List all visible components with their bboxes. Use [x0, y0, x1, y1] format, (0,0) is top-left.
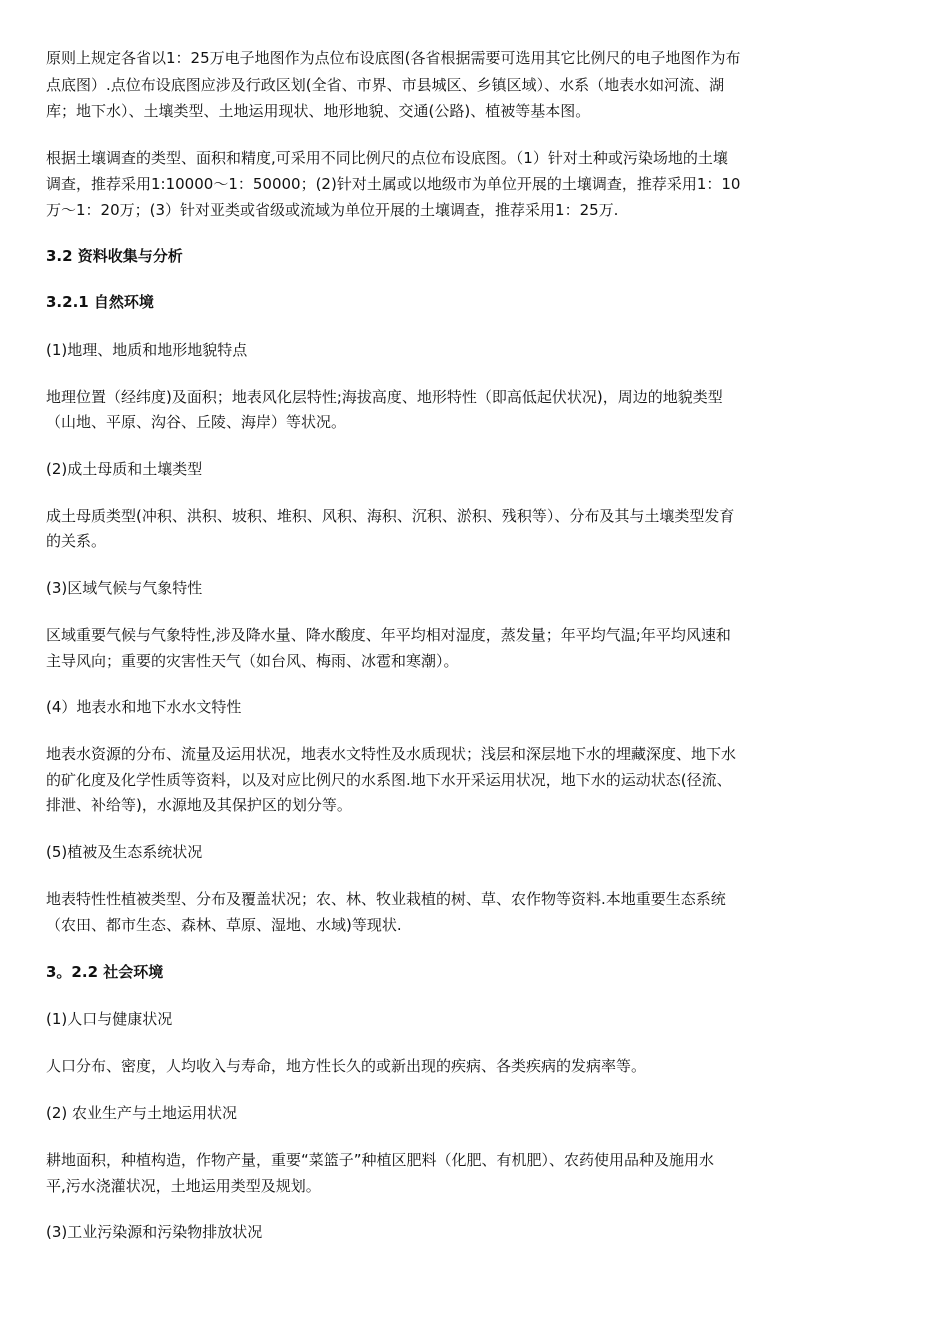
item-heading: (4）地表水和地下水水文特性	[46, 698, 242, 716]
item-heading: (1)人口与健康状况	[46, 1010, 173, 1028]
text-line: 的关系。	[46, 532, 107, 550]
item-heading: (2)成土母质和土壤类型	[46, 460, 203, 478]
text-line: 地理位置（经纬度)及面积；地表风化层特性;海拔高度、地形特性（即高低起伏状况)，周边的地貌类型	[46, 388, 723, 406]
text-line: 主导风向；重要的灾害性天气（如台风、梅雨、冰雹和寒潮）。	[46, 652, 459, 670]
text-line: 根据土壤调查的类型、面积和精度,可采用不同比例尺的点位布设底图。（1）针对土种或污染场地的土壤	[46, 149, 728, 167]
text-line: 点底图）.点位布设底图应涉及行政区划(全省、市界、市县城区、乡镇区域）、水系（地表水如河流、湖	[46, 76, 725, 94]
text-line: 地表特性性植被类型、分布及覆盖状况；农、林、牧业栽植的树、草、农作物等资料.本地重要生态系统	[46, 890, 726, 908]
text-line: 区域重要气候与气象特性,涉及降水量、降水酸度、年平均相对湿度，蒸发量；年平均气温;年平均风速和	[46, 626, 731, 644]
text-line: 平,污水浇灌状况，土地运用类型及规划。	[46, 1177, 321, 1195]
text-line: 排泄、补给等)，水源地及其保护区的划分等。	[46, 796, 352, 814]
section-heading: 3.2 资料收集与分析	[46, 247, 183, 265]
item-heading: (5)植被及生态系统状况	[46, 843, 203, 861]
text-line: （农田、都市生态、森林、草原、湿地、水域)等现状.	[46, 916, 402, 934]
text-line: 万～1：20万；(3）针对亚类或省级或流域为单位开展的土壤调查，推荐采用1：25万.	[46, 201, 619, 219]
subsection-heading: 3。2.2 社会环境	[46, 963, 164, 981]
text-line: 人口分布、密度，人均收入与寿命，地方性长久的或新出现的疾病、各类疾病的发病率等。	[46, 1057, 647, 1075]
text-line: 耕地面积，种植构造，作物产量，重要“菜篮子”种植区肥料（化肥、有机肥）、农药使用品种及施用水	[46, 1151, 715, 1169]
text-line: 的矿化度及化学性质等资料，以及对应比例尺的水系图.地下水开采运用状况，地下水的运动状态(径流、	[46, 771, 732, 789]
subsection-heading: 3.2.1 自然环境	[46, 293, 154, 311]
item-heading: (1)地理、地质和地形地貌特点	[46, 341, 248, 359]
item-heading: (3)区域气候与气象特性	[46, 579, 203, 597]
text-line: （山地、平原、沟谷、丘陵、海岸）等状况。	[46, 413, 347, 431]
text-line: 调查，推荐采用1:10000～1：50000；(2)针对土属或以地级市为单位开展的土壤调查，推荐采用1：10	[46, 175, 741, 193]
text-line: 地表水资源的分布、流量及运用状况，地表水文特性及水质现状；浅层和深层地下水的埋藏深度、地下水	[46, 745, 737, 763]
text-line: 成土母质类型(冲积、洪积、坡积、堆积、风积、海积、沉积、淤积、残积等）、分布及其与土壤类型发育	[46, 507, 735, 525]
item-heading: (3)工业污染源和污染物排放状况	[46, 1223, 263, 1241]
text-line: 库；地下水）、土壤类型、土地运用现状、地形地貌、交通(公路)、植被等基本图。	[46, 102, 591, 120]
item-heading: (2) 农业生产与土地运用状况	[46, 1104, 238, 1122]
text-line: 原则上规定各省以1：25万电子地图作为点位布设底图(各省根据需要可选用其它比例尺的电子地图作为布	[46, 49, 741, 67]
